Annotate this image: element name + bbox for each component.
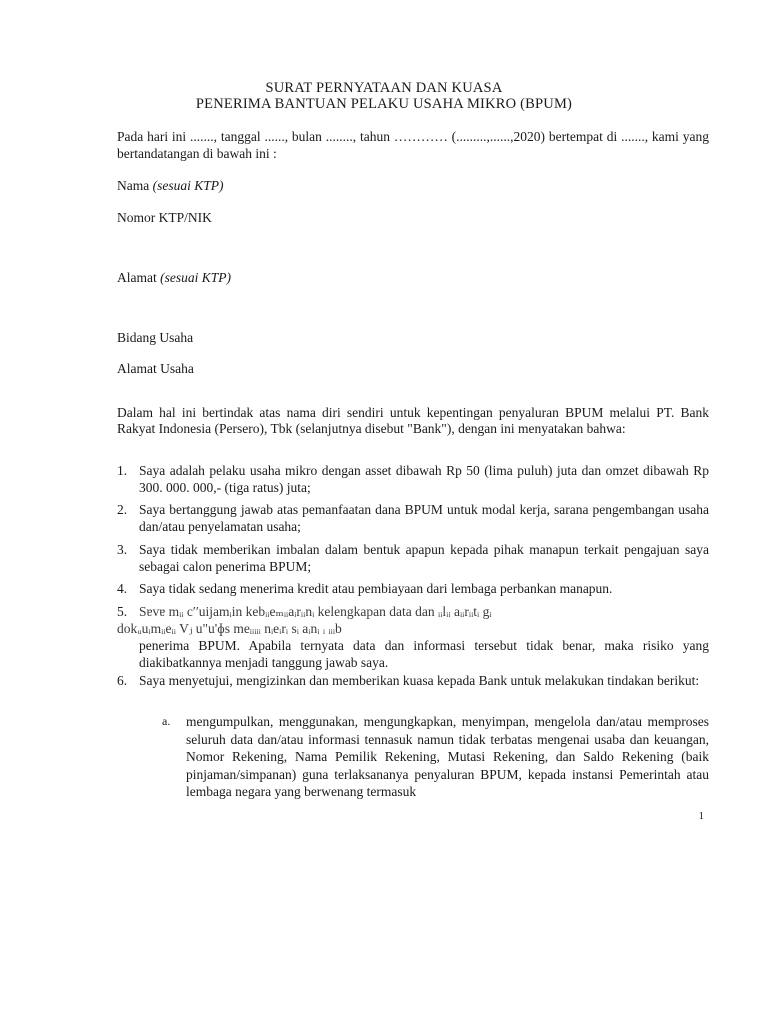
field-note: (sesuai KTP) (152, 178, 224, 193)
list-item (117, 541, 709, 575)
item-text: Saya tidak sedang menerima kredit atau pembiayaan dari lembaga perbankan manapun. (139, 581, 613, 596)
list-item (117, 603, 709, 671)
list-item (117, 580, 709, 597)
field-label: Alamat (117, 270, 161, 285)
document-title: SURAT PERNYATAAN DAN KUASA (265, 80, 503, 96)
item-text-garbled-line1: Sɐvɐ mᵢᵢ c′′uijamᵢin kebᵢᵢeₘᵢᵢaᵢrᵢᵢnᵢ kelengkapan data dan ᵢᵢlᵢᵢ aᵢᵢrᵢᵢtᵢ gᵢ (139, 604, 492, 619)
field-label: Nomor KTP/NIK (117, 210, 212, 225)
page-number: 1 (698, 810, 704, 822)
field-nik (117, 210, 212, 226)
item-text: Saya adalah pelaku usaha mikro dengan asset dibawah Rp 50 (lima puluh) juta dan omzet dibawah Rp 300. 000. 000,- (tiga ratus) juta; (139, 463, 709, 495)
item-text: Saya tidak memberikan imbalan dalam bentuk apapun kepada pihak manapun terkait pengajuan saya sebagai calon penerima BPUM; (139, 542, 709, 574)
item-text: Saya bertanggung jawab atas pemanfaatan dana BPUM untuk modal kerja, sarana pengembangan usaha dan/atau penyelamatan usaha; (139, 502, 709, 534)
field-nama (117, 178, 223, 194)
item-text-garbled-line2: dokᵤuᵢmᵢᵢeᵢᵢ Vⱼ u"u'ɸs meᵢᵢᵢᵢᵢ nᵢeᵢrᵢ sᵢ aᵢnᵢ ᵢ ᵢᵢᵢb (117, 621, 342, 636)
statement-paragraph: Dalam hal ini bertindak atas nama diri sendiri untuk kepentingan penyaluran BPUM melalui PT. Bank Rakyat Indonesia (Persero), Tbk (selanjutnya disebut "Bank"), dengan ini menyatakan bahwa: (117, 405, 709, 436)
item-number: 5. (117, 604, 128, 619)
field-bidang-usaha (117, 330, 193, 346)
item-text: Saya menyetujui, mengizinkan dan memberikan kuasa kepada Bank untuk melakukan tindakan berikut: (139, 673, 700, 688)
list-item (117, 501, 709, 535)
sub-list-item (162, 713, 709, 801)
field-label: Nama (117, 178, 153, 193)
field-label: Bidang Usaha (117, 330, 194, 345)
document-subtitle: PENERIMA BANTUAN PELAKU USAHA MIKRO (BPUM) (195, 96, 573, 112)
field-label: Alamat Usaha (117, 361, 194, 376)
intro-paragraph: Pada hari ini ......., tanggal ......, bulan ........, tahun ………… (.........,......,2020) bertempat di ......., kami yang bertandatangan di bawah ini : (117, 129, 709, 161)
list-item (117, 462, 709, 496)
field-alamat-usaha (117, 361, 194, 377)
item-number: 6. (117, 673, 128, 688)
item-number: 4. (117, 581, 128, 596)
field-note: (sesuai KTP) (160, 270, 231, 285)
item-number: 1. (117, 463, 128, 478)
sub-item-letter: a. (162, 714, 171, 728)
field-alamat (117, 270, 231, 286)
item-number: 2. (117, 502, 128, 517)
sub-item-text: mengumpulkan, menggunakan, mengungkapkan, menyimpan, mengelola dan/atau memproses seluruh data dan/atau informasi tennasuk namun tidak terbatas mengenai usaba dan keuangan, Nomor Rekening, Nama Pemilik Rekening, Mutasi Rekening, dan Saldo Rekening (baik pinjaman/simpanan) guna terlaksananya penyaluran BPUM, kepada instansi Pemerintah atau lembaga negara yang berwenang termasuk (186, 714, 709, 799)
item-number: 3. (117, 542, 128, 557)
list-item (117, 672, 709, 689)
item-text: penerima BPUM. Apabila ternyata data dan informasi tersebut tidak benar, maka risiko yang diakibatkannya menjadi tanggung jawab saya. (139, 638, 709, 670)
